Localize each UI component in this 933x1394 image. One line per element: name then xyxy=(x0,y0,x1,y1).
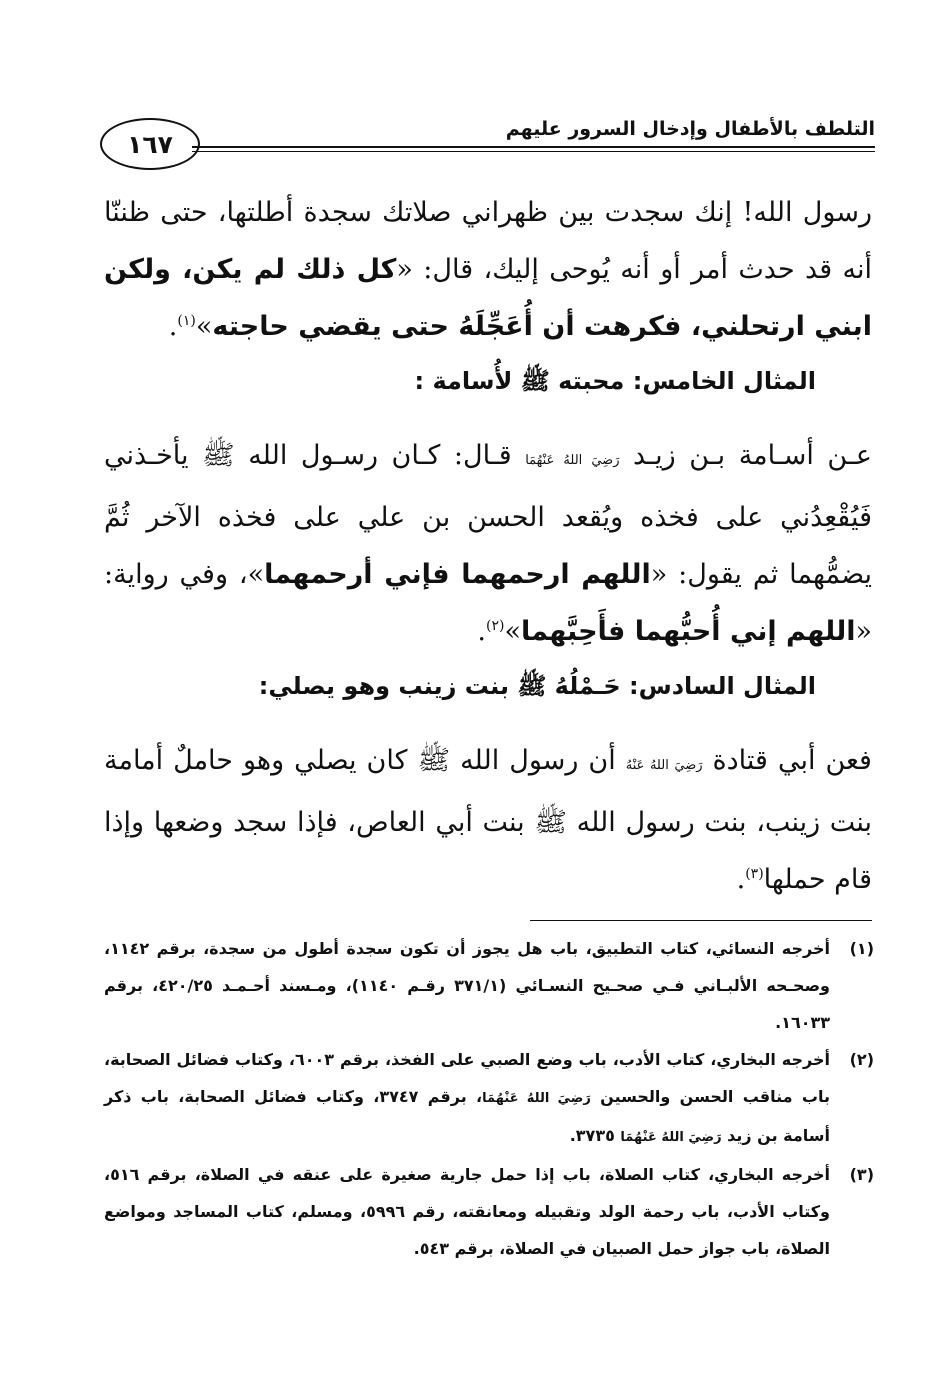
footnote-ref-1[interactable]: (١) xyxy=(177,313,196,329)
hadith-quote: كل ذلك لم يكن، ولكن ابني ارتحلني، فكرهت أن أُعَجِّلَهُ حتى يقضي حاجته xyxy=(104,254,872,342)
footnote-text xyxy=(104,1041,830,1156)
footnote-ref-2[interactable]: (٢) xyxy=(485,618,505,634)
footnote-1 xyxy=(104,930,874,1041)
footnote-text: أخرجه البخاري، كتاب الصلاة، باب إذا حمل جارية صغيرة على عنقه في الصلاة، برقم ٥١٦، وكتاب الأدب، باب رحمة الولد وتقبيله ومعانقته، رقم ٥٩٩٦، ومسلم، كتاب المساجد ومواضع الصلاة، باب جواز حمل الصبيان في الصلاة، برقم ٥٤٣. xyxy=(104,1165,830,1258)
text-run: . xyxy=(736,864,746,895)
footnote-number: (٢) xyxy=(849,1050,874,1069)
text-run: أن رسول الله ﷺ كان يصلي وهو حاملٌ أمامة بنت زينب، بنت رسول الله ﷺ بنت أبي العاص، فإذا سجد وضعها وإذا قام حملها xyxy=(104,745,872,895)
chapter-title: التلطف بالأطفال وإدخال السرور عليهم xyxy=(505,118,875,140)
header-rule-thin xyxy=(192,151,875,152)
paragraph-3 xyxy=(104,732,872,908)
footnote-text: أخرجه النسائي، كتاب التطبيق، باب هل يجوز أن تكون سجدة أطول من سجدة، برقم ١١٤٢، وصحـحه الألبـاني فـي صحـيح النسـائي (٣٧١/١ رقـم ١١٤٠)، ومـسند أحـمـد ٤٢٠/٢٥، برقم ١٦٠٣٣. xyxy=(104,939,830,1032)
text-run: عـن أسـامة بـن زيـد xyxy=(619,440,873,471)
text-run: ٣٧٣٥. xyxy=(569,1126,621,1145)
header-rule xyxy=(192,146,875,148)
honorific: رَضِيَ اللهُ عَنْهُمَا xyxy=(482,1091,591,1106)
text-run: . xyxy=(168,311,178,342)
footnote-ref-3[interactable]: (٣) xyxy=(745,866,764,882)
footnote-divider xyxy=(530,920,872,921)
honorific: رَضِيَ اللهُ عَنْهُمَا xyxy=(620,1130,722,1145)
text-run: فعن أبي قتادة xyxy=(702,745,872,776)
footnote-number: (٣) xyxy=(849,1165,874,1184)
text-run: رسول الله! إنك سجدت بين ظهراني صلاتك سجدة أطلتها، حتى ظننّا أنه قد حدث أمر أو أنه يُوحى إليك، قال: « xyxy=(104,197,872,285)
text-run: » xyxy=(195,311,213,342)
footnotes xyxy=(104,930,874,1267)
text-run: ، برقم ٣٧٤٧، وكتاب فضائل الصحابة، باب ذكر أسامة بن زيد xyxy=(104,1087,830,1145)
footnote-2 xyxy=(104,1041,874,1156)
text-run: . xyxy=(477,616,486,647)
section-heading-6: المثال السادس: حَـمْلُهُ ﷺ بنت زينب وهو يصلي: xyxy=(258,672,816,700)
page-number: ١٦٧ xyxy=(100,118,200,170)
hadith-quote: اللهم إني أُحبُّهما فأَحِبَّهما xyxy=(520,616,856,647)
footnote-3 xyxy=(104,1156,874,1267)
paragraph-1 xyxy=(104,184,872,355)
main-text xyxy=(104,184,872,908)
hadith-quote: اللهم ارحمهما فإني أرحمهما xyxy=(264,559,651,590)
honorific: رَضِيَ اللهُ عَنْهُمَا xyxy=(525,453,620,468)
section-heading-5: المثال الخامس: محبته ﷺ لأُسامة : xyxy=(414,367,816,395)
footnote-number: (١) xyxy=(849,939,874,958)
text-run: قـال: كـان رسـول الله ﷺ يأخـذني فَيُقْعِدُني على فخذه ويُقعد الحسن بن علي على فخذه الآخر ثُمَّ يضمُّهما ثم يقول: « xyxy=(104,440,873,590)
paragraph-2 xyxy=(104,427,872,660)
text-run: » xyxy=(504,616,521,647)
text-run: أخرجه البخاري، كتاب الأدب، باب وضع الصبي على الفخذ، برقم ٦٠٠٣، وكتاب فضائل الصحابة، باب مناقب الحسن والحسين xyxy=(104,1050,831,1106)
running-header xyxy=(100,110,875,180)
text-run: »، وفي رواية: « xyxy=(104,559,872,647)
honorific: رَضِيَ اللهُ عَنْهُ xyxy=(625,758,703,773)
